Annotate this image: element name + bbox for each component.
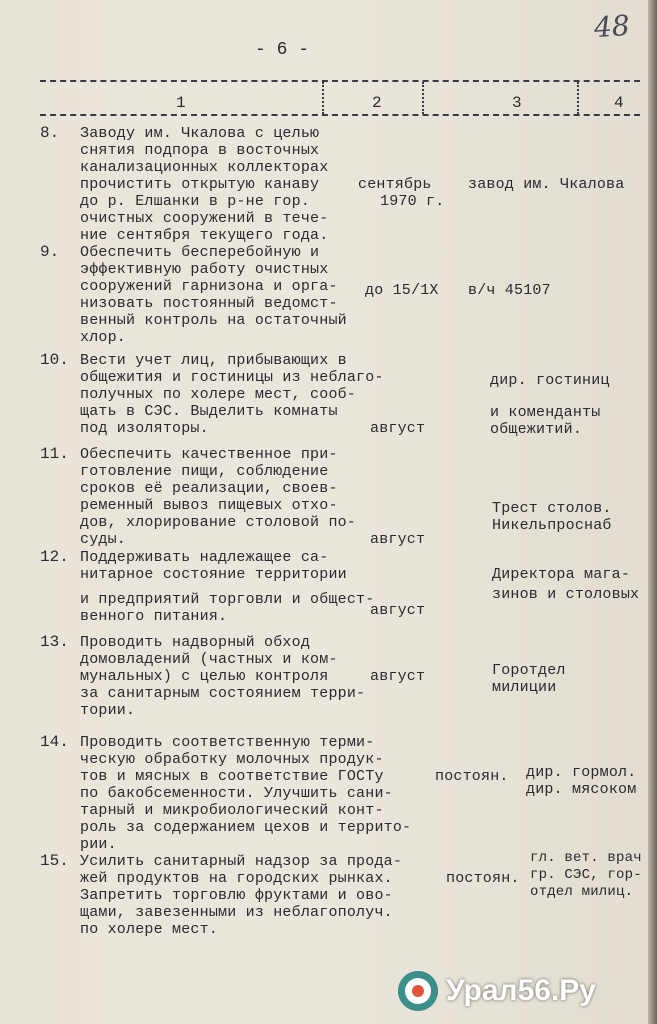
item-text: Поддерживать надлежащее са- нитарное состояние территории и предприятий торговли и общест- венного питания. xyxy=(80,549,375,625)
handwritten-page-number: 48 xyxy=(593,8,632,45)
item-responsible: Трест столов. Никельпроснаб xyxy=(492,500,612,534)
item-term: август xyxy=(370,420,426,437)
header-divider-3 xyxy=(577,82,579,114)
item-term: до 15/1Х xyxy=(365,282,439,299)
item-number: 12. xyxy=(40,548,69,566)
header-divider-1 xyxy=(322,82,324,114)
header-bottom-rule xyxy=(40,114,640,116)
item-term: постоян. xyxy=(435,768,509,785)
item-term: август xyxy=(370,668,426,685)
item-term: август xyxy=(370,602,426,619)
item-responsible: в/ч 45107 xyxy=(468,282,551,299)
item-text: Усилить санитарный надзор за прода- жей продуктов на городских рынках. Запретить торговлю фруктами и ово- щами, завезенными из неблагополуч. по холере мест. xyxy=(80,853,403,938)
header-col-4: 4 xyxy=(614,94,624,112)
item-term: август xyxy=(370,531,426,548)
item-responsible: Горотдел милиции xyxy=(492,662,566,696)
item-responsible: Директора мага- зинов и столовых xyxy=(492,566,640,603)
watermark-text: Урал56.Ру xyxy=(446,974,596,1007)
item-number: 8. xyxy=(40,124,60,142)
item-text: Проводить надворный обход домовладений (частных и ком- мунальных) с целью контроля за санитарным состоянием терри- тории. xyxy=(80,634,366,719)
page-edge xyxy=(648,0,657,1024)
item-text: Заводу им. Чкалова с целью снятия подпора в восточных канализационных коллекторах прочистить открытую канаву до р. Елшанки в р-не гор. очистных сооружений в тече- ние сентября текущего года. xyxy=(80,125,329,244)
watermark xyxy=(398,968,650,1014)
ural56-logo-icon xyxy=(398,971,438,1011)
item-text: Проводить соответственную терми- ческую обработку молочных продук- тов и мясных в соответствие ГОСТу по бакобсеменности. Улучшить сани- тарный и микробиологический конт- роль за содержанием цехов и террито- рии. xyxy=(80,734,412,853)
item-number: 13. xyxy=(40,633,69,651)
item-term: постоян. xyxy=(446,870,520,887)
item-responsible: дир. гормол. дир. мясоком xyxy=(526,764,637,798)
item-number: 14. xyxy=(40,733,69,751)
item-number: 11. xyxy=(40,445,69,463)
item-text: Обеспечить качественное при- готовление пищи, соблюдение сроков её реализации, своев- ременный вывоз пищевых отхо- дов, хлорирование столовой по- суды. xyxy=(80,446,357,548)
header-col-2: 2 xyxy=(372,94,382,112)
page-number: - 6 - xyxy=(255,40,310,60)
item-text: Обеспечить бесперебойную и эффективную работу очистных сооружений гарнизона и орга- низовать постоянный ведомст- венный контроль на остаточный хлор. xyxy=(80,244,347,346)
item-term: 1970 г. xyxy=(380,193,445,210)
item-responsible: дир. гостиниц и коменданты общежитий. xyxy=(490,372,610,438)
item-term: сентябрь xyxy=(358,176,432,193)
item-number: 9. xyxy=(40,243,60,261)
header-top-rule xyxy=(40,80,640,82)
header-col-1: 1 xyxy=(176,94,186,112)
item-text: Вести учет лиц, прибывающих в общежития и гостиницы из неблаго- получных по холере мест, сооб- щать в СЭС. Выделить комнаты под изоляторы. xyxy=(80,352,384,437)
header-divider-2 xyxy=(422,82,424,114)
item-number: 15. xyxy=(40,852,69,870)
item-responsible: завод им. Чкалова xyxy=(468,176,625,193)
item-number: 10. xyxy=(40,351,69,369)
item-responsible: гл. вет. врач гр. СЭС, гор- отдел милиц. xyxy=(530,850,642,900)
header-col-3: 3 xyxy=(512,94,522,112)
